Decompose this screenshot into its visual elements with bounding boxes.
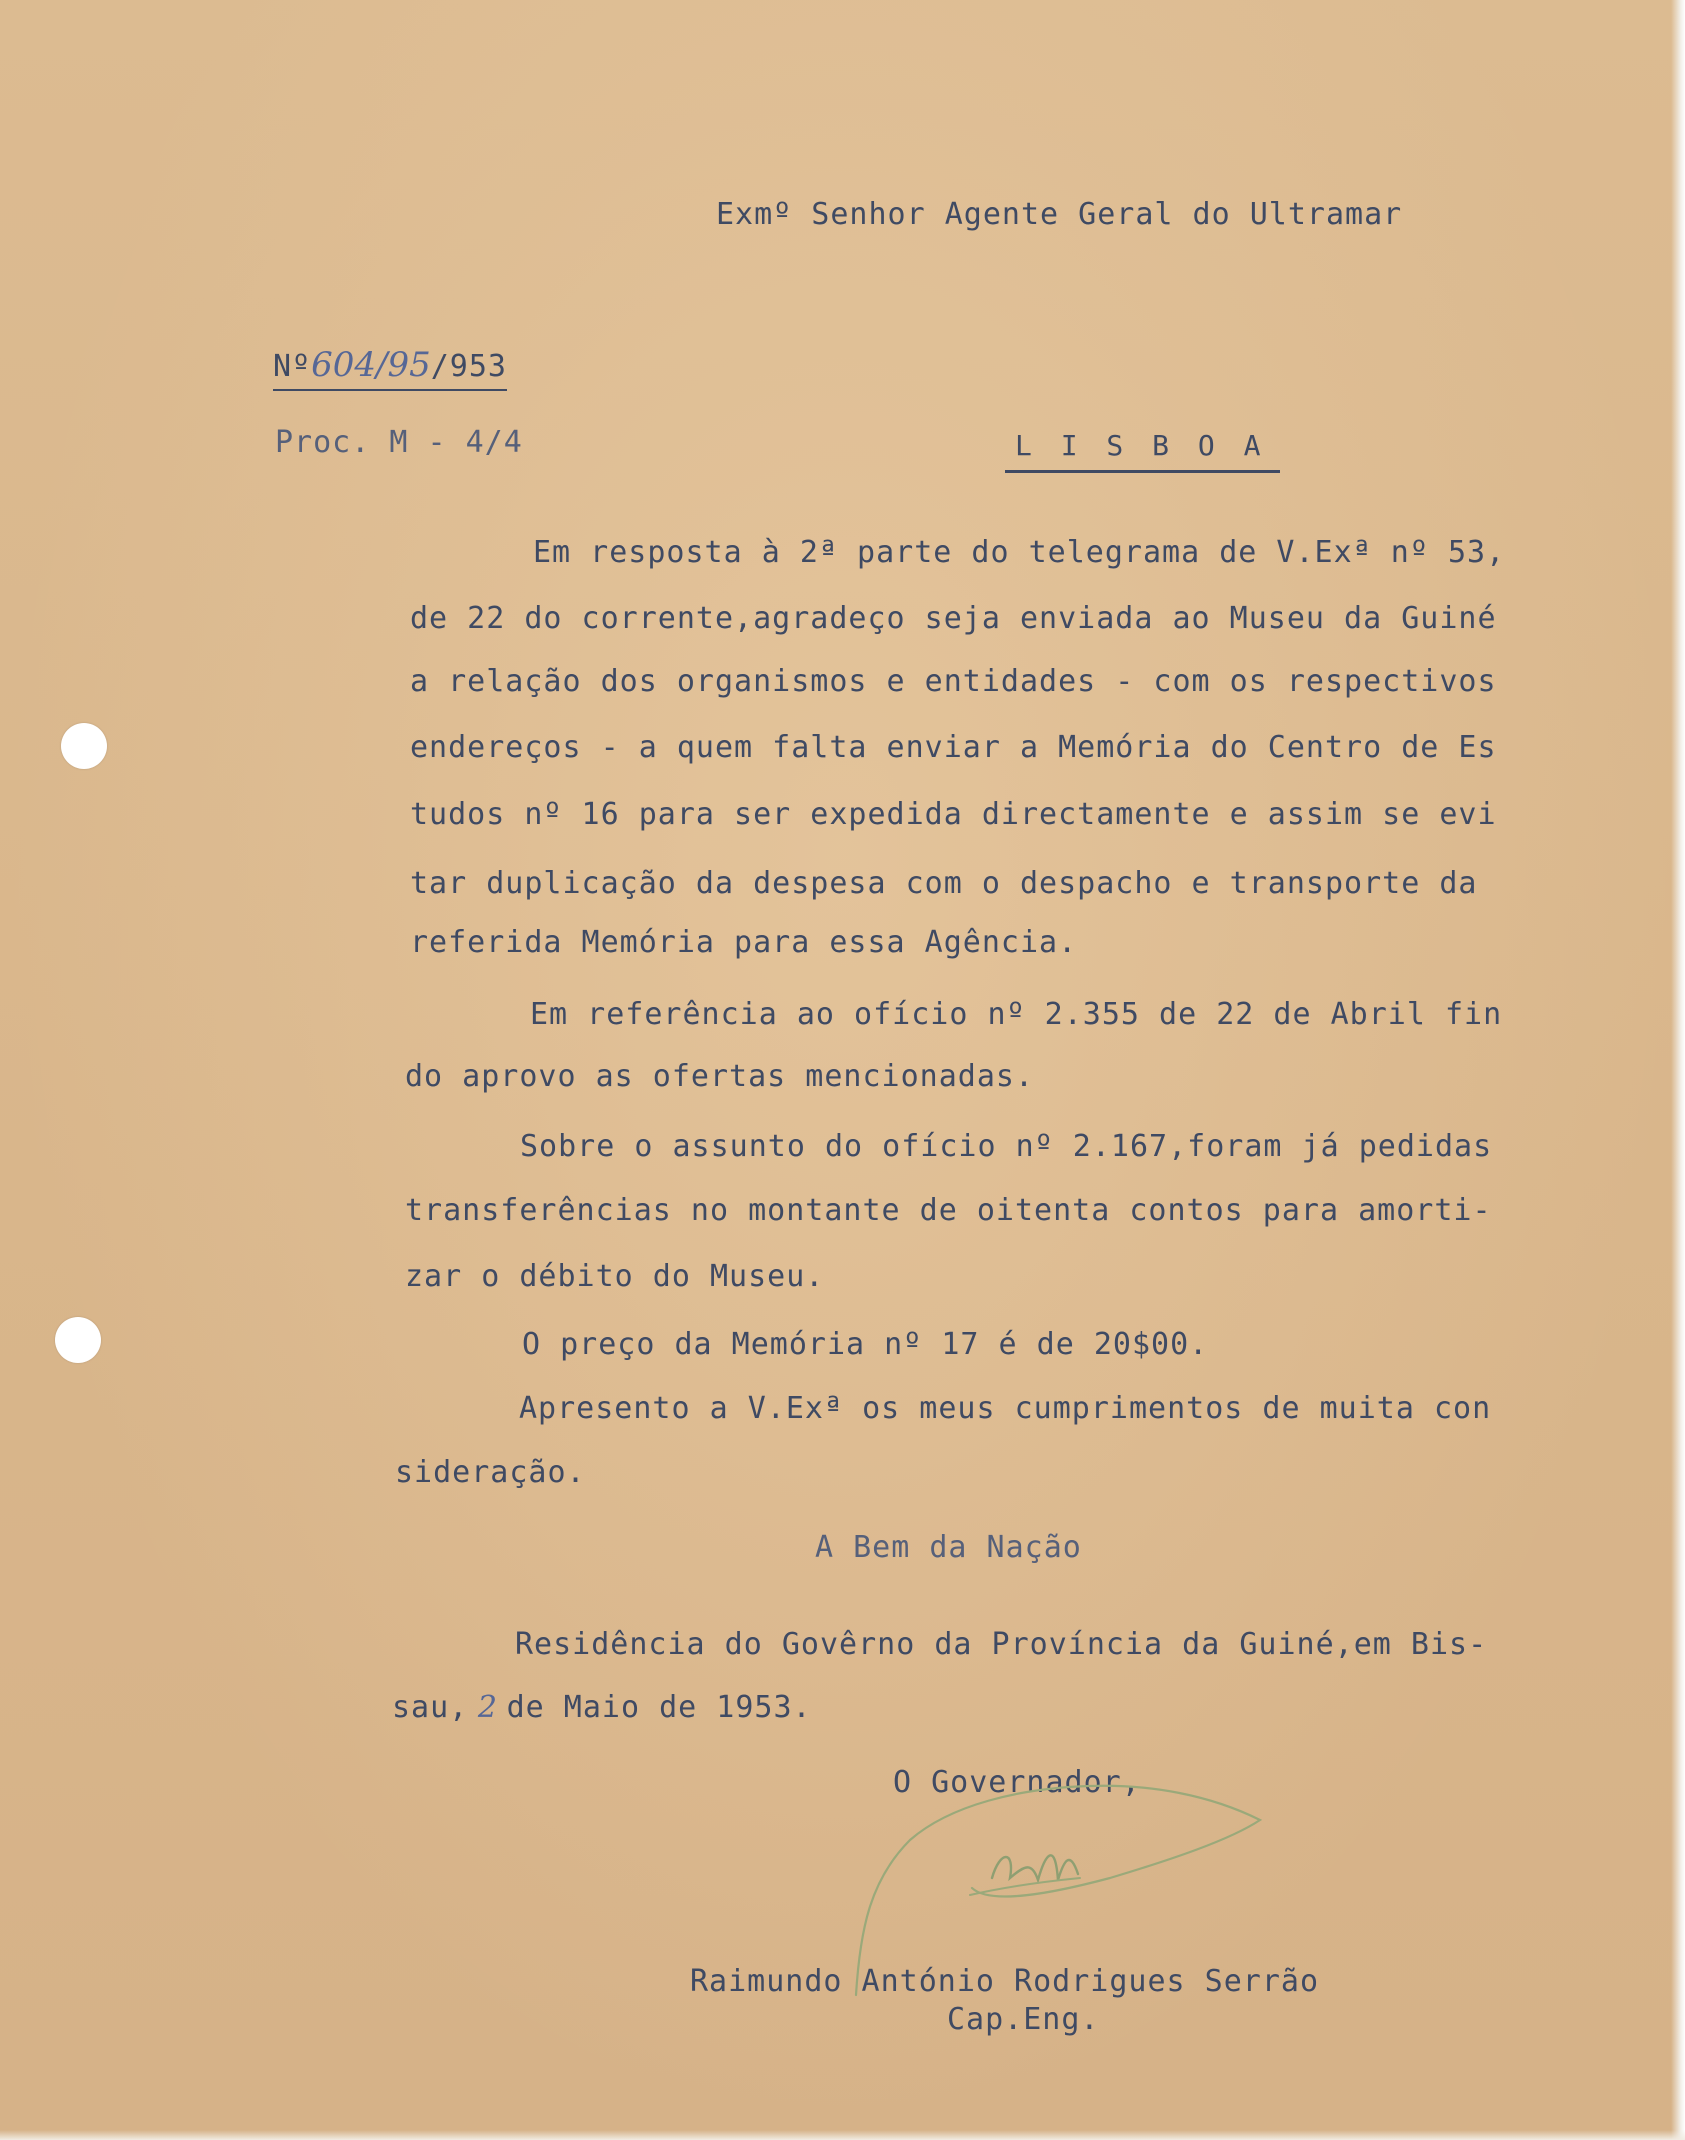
- body-line-5: tudos nº 16 para ser expedida directamente e assim se evi: [410, 797, 1497, 832]
- addressee: Exmº Senhor Agente Geral do Ultramar: [716, 197, 1403, 232]
- closing-salutation: A Bem da Nação: [815, 1530, 1082, 1565]
- body-line-8: Em referência ao ofício nº 2.355 de 22 de Abril fin: [530, 997, 1503, 1032]
- body-line-6: tar duplicação da despesa com o despacho e transporte da: [410, 866, 1478, 901]
- signatory-rank: Cap.Eng.: [947, 2002, 1100, 2037]
- body-line-3: a relação dos organismos e entidades - com os respectivos: [410, 664, 1497, 699]
- body-line-9: do aprovo as ofertas mencionadas.: [405, 1059, 1035, 1094]
- page-edge-bottom: [0, 2130, 1685, 2140]
- body-line-10: Sobre o assunto do ofício nº 2.167,foram já pedidas: [520, 1129, 1493, 1164]
- body-line-14: Apresento a V.Exª os meus cumprimentos de muita con: [519, 1391, 1492, 1426]
- reference-handwritten-number: 604/95: [311, 345, 431, 385]
- reference-year: /953: [430, 349, 507, 384]
- signatory-name: Raimundo António Rodrigues Serrão: [690, 1964, 1320, 1999]
- body-line-13: O preço da Memória nº 17 é de 20$00.: [522, 1327, 1209, 1362]
- place-date-day-handwritten: 2: [477, 1690, 497, 1725]
- place-date-line-2: [392, 1690, 812, 1725]
- reference-prefix: Nº: [273, 349, 312, 384]
- page-edge-right: [1671, 0, 1685, 2140]
- city-heading: L I S B O A: [1005, 432, 1280, 473]
- punch-hole-bottom: [55, 1317, 101, 1363]
- body-line-4: endereços - a quem falta enviar a Memória do Centro de Es: [410, 730, 1497, 765]
- body-line-7: referida Memória para essa Agência.: [410, 925, 1078, 960]
- signatory-title: O Governador,: [893, 1765, 1141, 1800]
- process-reference: Proc. M - 4/4: [275, 425, 523, 460]
- place-date-line-1: Residência do Govêrno da Província da Guiné,em Bis-: [515, 1627, 1488, 1662]
- body-line-2: de 22 do corrente,agradeço seja enviada ao Museu da Guiné: [410, 601, 1497, 636]
- body-line-12: zar o débito do Museu.: [405, 1259, 825, 1294]
- body-line-1: Em resposta à 2ª parte do telegrama de V.Exª nº 53,: [533, 535, 1506, 570]
- body-line-11: transferências no montante de oitenta contos para amorti-: [405, 1193, 1492, 1228]
- body-line-15: sideração.: [395, 1455, 586, 1490]
- punch-hole-top: [61, 723, 107, 769]
- place-date-start: sau,: [392, 1690, 469, 1725]
- reference-number: [273, 345, 507, 391]
- place-date-end: de Maio de 1953.: [506, 1690, 812, 1725]
